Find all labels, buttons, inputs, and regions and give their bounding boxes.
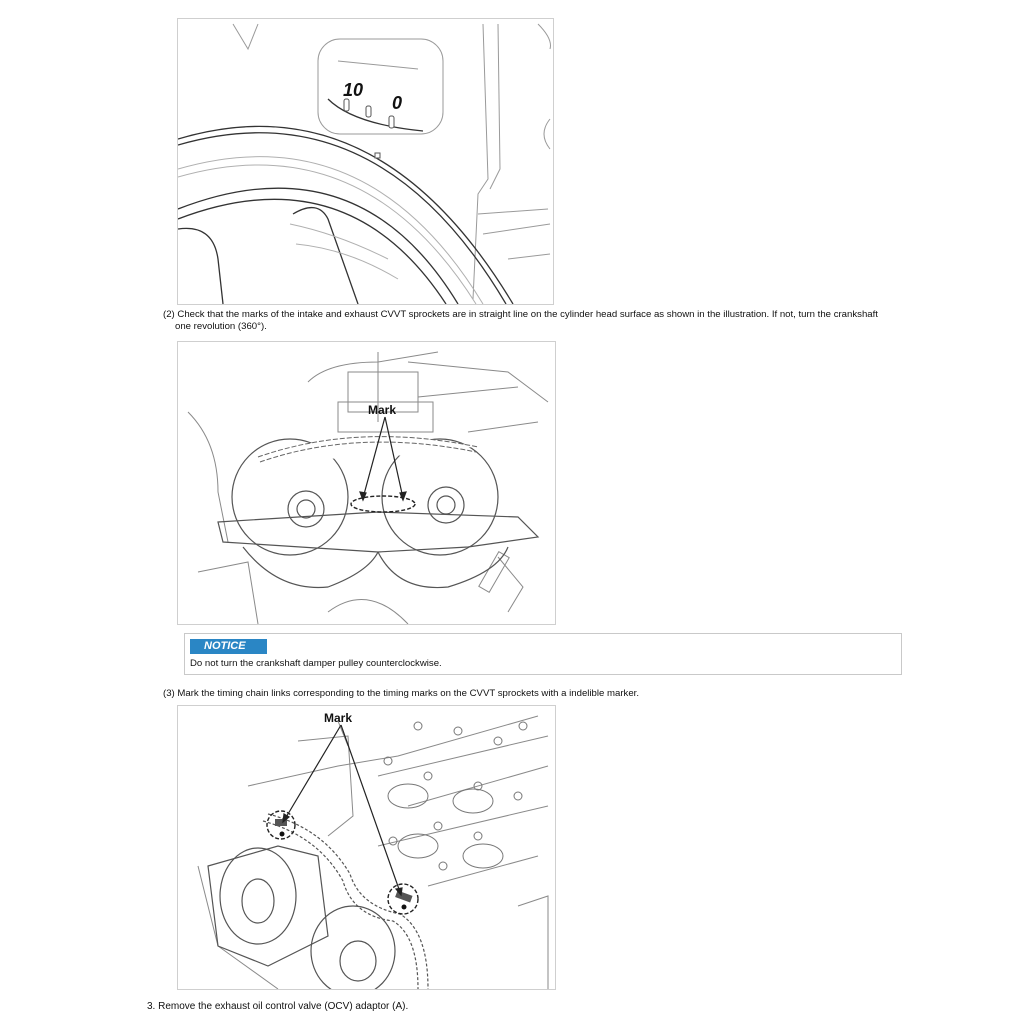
step-3-text: Mark the timing chain links corresponding to the timing marks on the CVVT sprockets with a indelible marker. xyxy=(177,688,639,699)
mark-label: Mark xyxy=(368,403,397,417)
timing-chain-drawing xyxy=(178,706,555,989)
crankshaft-pulley-timing-illustration xyxy=(177,18,554,305)
cvvt-sprocket-marks-illustration xyxy=(177,341,556,625)
timing-chain-marks-illustration xyxy=(177,705,556,990)
step-2-line1: Check that the marks of the intake and exhaust CVVT sprockets are in straight line on the cylinder head surface as shown in the illustration. If not, turn the crankshaft xyxy=(177,309,878,320)
timing-mark-10-label: 10 xyxy=(343,80,364,100)
timing-mark-0-label: 0 xyxy=(392,93,403,113)
step-3-instruction xyxy=(163,688,923,700)
notice-box xyxy=(184,633,902,675)
step-2-instruction xyxy=(163,309,923,333)
notice-badge: NOTICE xyxy=(190,639,267,654)
cvvt-sprocket-drawing xyxy=(178,342,555,624)
mark-label: Mark xyxy=(324,711,353,725)
step-2-number: (2) xyxy=(163,309,175,320)
main-step-3-text: Remove the exhaust oil control valve (OCV) adaptor (A). xyxy=(158,1001,409,1012)
crankshaft-pulley-drawing xyxy=(178,19,553,304)
step-2-line2: one revolution (360°). xyxy=(175,321,267,332)
step-3-number: (3) xyxy=(163,688,175,699)
main-step-3-number: 3. xyxy=(147,1001,156,1012)
notice-text: Do not turn the crankshaft damper pulley counterclockwise. xyxy=(190,658,442,669)
main-step-3-instruction xyxy=(147,1001,547,1013)
